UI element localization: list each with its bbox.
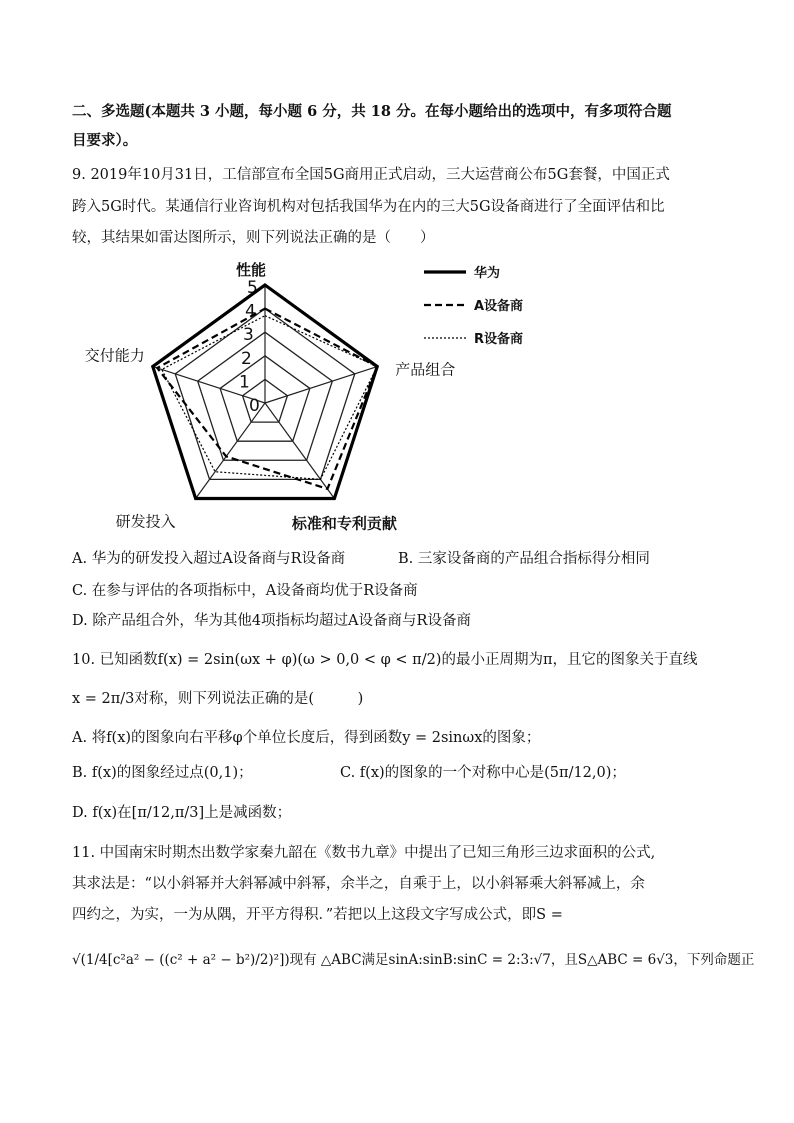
q10-stem-line1: 10. 已知函数f(x) = 2sin(ωx + φ)(ω > 0,0 < φ < π/2)的最小正周期为π，且它的图象关于直线 xyxy=(72,652,698,668)
q11-stem-line1: 11. 中国南宋时期杰出数学家秦九韶在《数书九章》中提出了已知三角形三边求面积的公式, xyxy=(72,845,656,861)
radar-series-3 xyxy=(162,316,377,480)
radar-scale-label: 0 xyxy=(249,396,260,416)
radar-scale-label: 3 xyxy=(243,325,254,346)
radar-scale-label: 2 xyxy=(241,348,252,369)
q10-option-a: A. 将f(x)的图象向右平移φ个单位长度后，得到函数y = 2sinωx的图象； xyxy=(72,730,541,746)
q9-stem-line3: 较，其结果如雷达图所示，则下列说法正确的是（ ） xyxy=(72,230,435,246)
radar-axis-label-3: 标准和专利贡献 xyxy=(291,514,397,533)
radar-legend-label-2: A设备商 xyxy=(474,299,524,314)
q10-option-b: B. f(x)的图象经过点(0,1)； xyxy=(72,765,253,781)
q9-option-d: D. 除产品组合外，华为其他4项指标均超过A设备商与R设备商 xyxy=(72,613,471,629)
radar-chart xyxy=(66,258,524,538)
section-heading-line1: 二、多选题(本题共 3 小题，每小题 6 分，共 18 分。在每小题给出的选项中，有多项符合题 xyxy=(72,103,672,120)
radar-scale-label: 4 xyxy=(245,301,256,322)
q10-stem-line2: x = 2π/3对称，则下列说法正确的是( ) xyxy=(72,691,364,707)
q9-option-b: B. 三家设备商的产品组合指标得分相同 xyxy=(398,551,650,567)
q11-stem-line4: √(1/4[c²a² − ((c² + a² − b²)/2)²])现有 △ABC满足sinA:sinB:sinC = 2:3:√7，且S△ABC = 6√3，下列命题正 xyxy=(72,952,755,968)
section-heading-line2: 目要求）。 xyxy=(72,132,138,149)
radar-legend-label-3: R设备商 xyxy=(474,332,524,347)
radar-axis-label-2: 产品组合 xyxy=(395,360,456,379)
q11-stem-line2: 其求法是：“以小斜幂并大斜幂减中斜幂，余半之，自乘于上，以小斜幂乘大斜幂减上，余 xyxy=(72,876,645,892)
radar-spoke-3 xyxy=(265,403,334,498)
q11-stem-line3: 四约之，为实，一为从隅，开平方得积．”若把以上这段文字写成公式，即S = xyxy=(72,907,563,923)
q10-option-c: C. f(x)的图象的一个对称中心是(5π/12,0)； xyxy=(340,765,626,781)
radar-scale-label: 1 xyxy=(239,372,250,393)
radar-axis-label-1: 性能 xyxy=(235,261,267,279)
q10-option-d: D. f(x)在[π/12,π/3]上是减函数； xyxy=(72,805,292,821)
radar-legend-label-1: 华为 xyxy=(474,266,501,281)
q9-option-c: C. 在参与评估的各项指标中，A设备商均优于R设备商 xyxy=(72,583,418,599)
radar-axis-labels xyxy=(85,261,455,532)
radar-spoke-2 xyxy=(265,367,377,403)
radar-spoke-4 xyxy=(196,403,265,498)
radar-series-2 xyxy=(157,309,377,489)
radar-axis-label-4: 研发投入 xyxy=(115,512,176,531)
radar-scale-label: 5 xyxy=(247,278,258,298)
radar-axis-label-5: 交付能力 xyxy=(84,346,145,365)
q9-option-a: A. 华为的研发投入超过A设备商与R设备商 xyxy=(72,551,346,567)
q9-stem-line2: 跨入5G时代。某通信行业咨询机构对包括我国华为在内的三大5G设备商进行了全面评估和比 xyxy=(72,199,665,215)
radar-legend xyxy=(424,265,523,347)
q9-stem-line1: 9. 2019年10月31日，工信部宣布全国5G商用正式启动，三大运营商公布5G套餐，中国正式 xyxy=(72,167,670,183)
